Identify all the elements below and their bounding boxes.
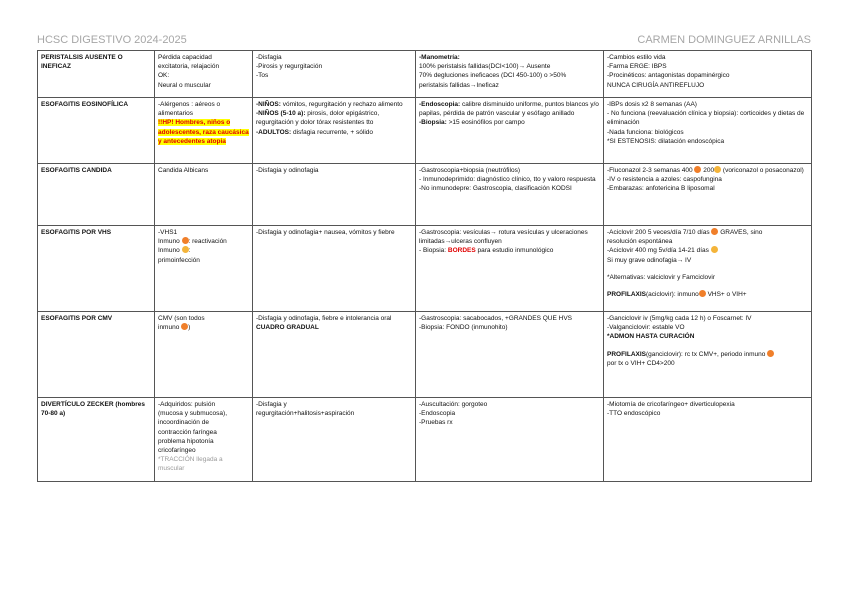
text: >15 eosinófilos por campo (446, 119, 525, 127)
text-line: 70% degluciones ineficaces (DCI 450-100) o >50% (419, 72, 567, 80)
cell-clinic (253, 98, 416, 164)
cell-treatment (604, 226, 812, 312)
row-title: ESOFAGITIS EOSINOFÍLICA (38, 98, 155, 164)
cell-etiology (155, 51, 253, 98)
text-line: cricofaríngeo (158, 447, 196, 455)
text-line: -Procinéticos: antagonistas dopaminérgico (607, 72, 730, 80)
text-line: - No funciona (reevaluación clínica y biopsia): corticoides y dietas de eliminación (607, 110, 805, 127)
page-header (37, 34, 811, 48)
text-line: -Gastroscopia: sacabocados, +GRANDES QUE HVS (419, 315, 572, 322)
cell-treatment (604, 51, 812, 98)
text-line: (mucosa y submucosa), (158, 410, 227, 418)
header-course-title: HCSC DIGESTIVO 2024-2025 (37, 34, 187, 46)
text-line: -TTO endoscópico (607, 410, 661, 418)
cell-etiology (155, 98, 253, 164)
text: 200 (701, 167, 715, 174)
cell-diagnosis (416, 51, 604, 98)
cell-clinic (253, 398, 416, 482)
text-line: -Ganciclovir iv (5mg/kg cada 12 h) o Foscarnet: IV (607, 315, 752, 322)
worried-face-icon (182, 237, 189, 244)
text-line: -Auscultación: gorgoteo (419, 401, 488, 408)
text-line: -Adquiridos: pulsión (158, 401, 216, 408)
text-line: -VHS1 (158, 229, 178, 236)
smiling-face-icon (182, 246, 189, 253)
text-line: alimentarios (158, 110, 194, 118)
row-title: ESOFAGITIS POR CMV (38, 312, 155, 398)
text-line: -Embarazas: anfotericina B liposomal (607, 185, 715, 193)
text-line: -Cambios estilo vida (607, 54, 666, 61)
header-author-name: CARMEN DOMINGUEZ ARNILLAS (637, 34, 811, 46)
cell-etiology (155, 312, 253, 398)
text: : (188, 247, 191, 255)
row-title: PERISTALSIS AUSENTE O INEFICAZ (38, 51, 155, 98)
text: (ganciclovir): rc tx CMV+, periodo inmuno (646, 350, 768, 358)
text-line: regurgitación+halitosis+aspiración (256, 410, 355, 418)
label-endoscopy: -Endoscopia: (419, 101, 461, 108)
text-line: -Biopsia: FONDO (inmunohito) (419, 324, 508, 332)
text-line: 100% peristalsis fallidas(DCI<100)→ Ausente (419, 63, 551, 71)
text-line: problema hipotonía (158, 437, 214, 445)
text-line: por tx o VIH+ CD4>200 (607, 359, 675, 367)
highlight-bordes: BORDES (447, 247, 476, 255)
text: -Aciclovir 200 5 veces/día 7/10 días (607, 229, 712, 236)
text: : reactivación (188, 238, 227, 246)
label-biopsy: -Biopsia: (419, 119, 447, 127)
cell-clinic (253, 226, 416, 312)
label-prophylaxis: PROFILAXIS (607, 291, 647, 299)
row-title: ESOFAGITIS POR VHS (38, 226, 155, 312)
text-line: -Disfagia y odinofagia+ nausea, vómitos y fiebre (256, 229, 395, 236)
text-line: CMV (son todos (158, 315, 205, 322)
text: pirosis, dolor epigástrico, regurgitación y dolor tórax resistentes tto (256, 110, 380, 127)
text-line: Candida Albicans (158, 167, 209, 174)
text: (aciclovir): inmuno (646, 291, 699, 299)
text-line: Si muy grave odinofagia→ IV (607, 256, 692, 264)
table-row-cmv (38, 312, 812, 398)
text-line: peristalsis fallidas→Ineficaz (419, 81, 499, 89)
cell-treatment (604, 398, 812, 482)
cell-etiology (155, 226, 253, 312)
text: VHS+ o VIH+ (705, 291, 747, 299)
label-adults: -ADULTOS: (256, 128, 292, 136)
table-row-eosinophilic (38, 98, 812, 164)
cell-diagnosis (416, 226, 604, 312)
text: - Biopsia: (419, 247, 448, 255)
cell-diagnosis (416, 398, 604, 482)
worried-face-icon (699, 290, 706, 297)
text-line: resolución espontánea (607, 238, 673, 246)
text: (voriconazol o posaconazol) (721, 167, 804, 174)
text-line: Pérdida capacidad (158, 54, 212, 61)
text-line: -Disfagia (256, 54, 282, 61)
cell-clinic (253, 51, 416, 98)
row-title: ESOFAGITIS CANDIDA (38, 164, 155, 226)
table-row-zenker (38, 398, 812, 482)
text: inmuno (158, 324, 182, 332)
text: -Disfagia y odinofagia, fiebre e intolerancia oral (256, 315, 392, 322)
cell-etiology (155, 164, 253, 226)
cell-diagnosis (416, 98, 604, 164)
text-line: excitatoria, relajación (158, 63, 220, 71)
text: Inmuno (158, 238, 182, 246)
text-line: *ADMON HASTA CURACIÓN (607, 333, 695, 341)
text-line: -Nada funciona: biológicos (607, 128, 684, 136)
smiling-face-icon (711, 246, 718, 253)
text-line: incoordinación de (158, 419, 209, 427)
label-gradual: CUADRO GRADUAL (256, 324, 319, 332)
cell-treatment (604, 164, 812, 226)
text-line: *SI ESTENOSIS: dilatación endoscópica (607, 137, 725, 145)
text-line: -Pruebas rx (419, 419, 453, 427)
text-line: -Disfagia y (256, 401, 287, 408)
worried-face-icon (767, 350, 774, 357)
text-line: - Inmunodeprimido: diagnóstico clínico, tto y valoro respuesta (419, 176, 596, 184)
text-line: -Miotomía de cricofaríngeo+ diverticulopexia (607, 401, 735, 408)
text-line: Neural o muscular (158, 81, 211, 89)
text-line: -Tos (256, 72, 269, 80)
cell-clinic (253, 312, 416, 398)
text-line: -IV o resistencia a azoles: caspofungina (607, 176, 722, 184)
text-line: OK: (158, 72, 170, 80)
text-line: -Gastroscopia+biopsia (neutrófilos) (419, 167, 520, 174)
table-row-candida (38, 164, 812, 226)
text: calibre disminuido uniforme, puntos blancos y/o papilas, pérdida de patrón vascular y esófago anillado (419, 101, 599, 118)
cell-treatment (604, 312, 812, 398)
text-line: -Manometría: (419, 54, 460, 61)
cell-etiology (155, 398, 253, 482)
text-line: NUNCA CIRUGÍA ANTIREFLUJO (607, 81, 705, 89)
text-line: -Endoscopia (419, 410, 456, 418)
text-line: *TRACCIÓN llegada a muscular (158, 456, 223, 473)
table-row-vhs (38, 226, 812, 312)
text-line: *Alternativas: valciclovir y Famciclovir (607, 273, 715, 281)
text: GRAVES, sino (718, 229, 763, 236)
text-line: primoinfección (158, 256, 200, 264)
highlighted-warning: !!HP! Hombres, niños o adolescentes, raza caucásica y antecedentes atopia (158, 119, 249, 145)
label-children-5-10: -NIÑOS (5-10 a): (256, 110, 306, 118)
text-line: -Valganciclovir: estable VO (607, 324, 685, 332)
text-line: -Disfagia y odinofagia (256, 167, 319, 174)
text: Inmuno (158, 247, 182, 255)
cell-treatment (604, 98, 812, 164)
text: para estudio inmunológico (475, 247, 554, 255)
text-line: -Alérgenos : aéreos o (158, 101, 221, 108)
text-line: contracción faríngea (158, 428, 217, 436)
text: vómitos, regurgitación y rechazo alimento (280, 101, 403, 108)
text: -Aciclovir 400 mg 5v/día 14-21 días (607, 247, 711, 255)
table-row-peristalsis (38, 51, 812, 98)
label-gastroscopy: -Gastroscopia: (419, 229, 462, 236)
cell-diagnosis (416, 164, 604, 226)
text-line: -No inmunodepre: Gastroscopia, clasificación KODSI (419, 185, 572, 193)
text: -Fluconazol 2-3 semanas 400 (607, 167, 695, 174)
label-children: -NIÑOS: (256, 101, 281, 108)
cell-diagnosis (416, 312, 604, 398)
text-line: -IBPs dosis x2 8 semanas (AA) (607, 101, 697, 108)
label-prophylaxis: PROFILAXIS (607, 350, 647, 358)
text: ) (188, 324, 191, 332)
text: vesículas→ rotura vesículas y ulceraciones limitadas→ulceras confluyen (419, 229, 588, 246)
text-line: -Farma ERGE: IBPS (607, 63, 667, 71)
text-line: -Pirosis y regurgitación (256, 63, 323, 71)
cell-clinic (253, 164, 416, 226)
disease-table (37, 50, 812, 482)
row-title: DIVERTÍCULO ZECKER (hombres 70-80 a) (38, 398, 155, 482)
text: disfagia recurrente, + sólido (291, 128, 373, 136)
